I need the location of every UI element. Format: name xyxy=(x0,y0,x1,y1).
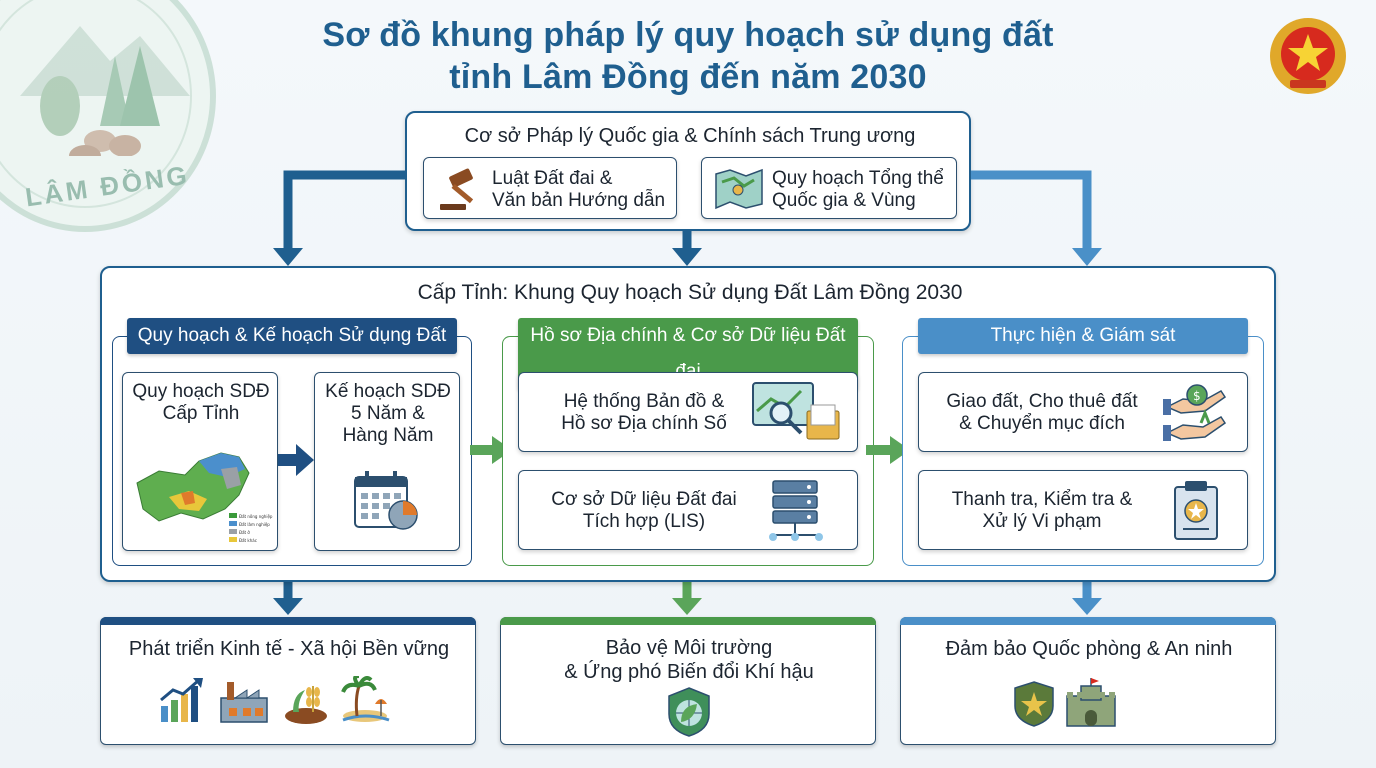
svg-text:$: $ xyxy=(1193,389,1201,403)
lis-database-card xyxy=(518,470,858,550)
digital-cadastral-line-1: Hệ thống Bản đồ & xyxy=(563,391,725,412)
provincial-plan-line-1: Quy hoạch SDĐ xyxy=(132,381,270,402)
arrow-right-elbow xyxy=(971,175,1087,252)
lis-line-2: Tích hợp (LIS) xyxy=(582,511,706,532)
law-line-1: Luật Đất đai & xyxy=(492,168,613,189)
law-line-2: Văn bản Hướng dẫn xyxy=(492,190,666,211)
land-allocation-line-1: Giao đất, Cho thuê đất xyxy=(946,391,1138,412)
lis-database-label xyxy=(529,489,759,533)
factory-icon xyxy=(219,678,269,724)
clipboard-badge-icon xyxy=(1173,481,1219,541)
legend-item-1: Đất nông nghiệp xyxy=(239,514,273,519)
globe-leaf-icon xyxy=(663,686,715,738)
defense-outcome-box xyxy=(900,617,1276,745)
lis-line-1: Cơ sở Dữ liệu Đất đai xyxy=(551,489,737,510)
inspection-line-1: Thanh tra, Kiểm tra & xyxy=(951,489,1133,510)
inspection-line-2: Xử lý Vi phạm xyxy=(982,511,1102,532)
arrow-bottom-center-head xyxy=(672,598,702,615)
gavel-icon xyxy=(436,168,488,212)
annual-plan-line-1: Kế hoạch SDĐ xyxy=(325,381,451,402)
law-card xyxy=(423,157,677,219)
legend-item-2: Đất lâm nghiệp xyxy=(239,522,270,527)
annual-plan-card xyxy=(314,372,460,551)
inspection-card xyxy=(918,470,1248,550)
master-line-2: Quốc gia & Vùng xyxy=(772,190,916,211)
star-shield-icon xyxy=(1011,680,1057,728)
provincial-plan-card xyxy=(122,372,278,551)
inspection-label xyxy=(929,489,1155,533)
national-box-title: Cơ sở Pháp lý Quốc gia & Chính sách Trung ương xyxy=(464,125,916,147)
calendar-chart-icon xyxy=(353,471,421,533)
map-icon xyxy=(714,168,764,210)
database-server-icon xyxy=(767,479,827,545)
arrow-bottom-left-head xyxy=(273,598,303,615)
province-map-icon xyxy=(129,433,275,545)
arrow-left-elbow xyxy=(288,175,405,252)
page-title xyxy=(0,14,1376,98)
annual-plan-line-3: Hàng Năm xyxy=(342,425,434,446)
province-title: Cấp Tỉnh: Khung Quy hoạch Sử dụng Đất Lâm Đồng 2030 xyxy=(417,281,963,304)
environment-line-1: Bảo vệ Môi trường xyxy=(605,637,773,659)
seal-text: LÂM ĐỒNG xyxy=(23,159,192,213)
provincial-plan-line-2: Cấp Tỉnh xyxy=(162,403,240,424)
economic-outcome-box xyxy=(100,617,476,745)
master-plan-card-label xyxy=(772,168,944,212)
digital-cadastral-line-2: Hồ sơ Địa chính Số xyxy=(561,413,727,434)
arrow-left-head xyxy=(273,248,303,266)
land-allocation-label xyxy=(929,391,1155,435)
arrow-bottom-right-head xyxy=(1072,598,1102,615)
title-line-1: Sơ đồ khung pháp lý quy hoạch sử dụng đất xyxy=(322,16,1054,54)
defense-outcome-label: Đảm bảo Quốc phòng & An ninh xyxy=(945,638,1233,660)
provincial-plan-label xyxy=(123,381,279,425)
legend-item-4: Đất khác xyxy=(239,538,257,543)
planning-header: Quy hoạch & Kế hoạch Sử dụng Đất xyxy=(127,318,457,354)
digital-cadastral-label xyxy=(529,391,759,435)
fortress-icon xyxy=(1063,678,1119,728)
land-allocation-line-2: & Chuyển mục đích xyxy=(959,413,1125,434)
arrow-plan-to-annual xyxy=(278,444,314,476)
hand-money-icon xyxy=(1163,381,1229,445)
land-allocation-card xyxy=(918,372,1248,452)
agriculture-icon xyxy=(283,678,329,724)
implementation-header: Thực hiện & Giám sát xyxy=(918,318,1248,354)
tourism-icon xyxy=(341,676,391,724)
annual-plan-line-2: 5 Năm & xyxy=(351,403,425,424)
annual-plan-label xyxy=(315,381,461,447)
master-line-1: Quy hoạch Tổng thể xyxy=(772,168,944,189)
title-line-2: tỉnh Lâm Đồng đến năm 2030 xyxy=(449,58,927,96)
digital-cadastral-card xyxy=(518,372,858,452)
arrow-right-head xyxy=(1072,248,1102,266)
master-plan-card xyxy=(701,157,957,219)
cadastral-header: Hồ sơ Địa chính & Cơ sở Dữ liệu Đất xyxy=(518,318,858,390)
environment-line-2: & Ứng phó Biến đổi Khí hậu xyxy=(564,661,814,683)
growth-chart-icon xyxy=(157,676,205,724)
national-legal-basis-box xyxy=(405,111,971,231)
legend-item-3: Đất ở xyxy=(239,530,250,535)
arrow-center-head xyxy=(672,248,702,266)
environment-outcome-label xyxy=(501,636,877,684)
economic-outcome-label: Phát triển Kinh tế - Xã hội Bền vững xyxy=(128,638,450,660)
digital-map-folder-icon xyxy=(751,381,843,445)
law-card-label xyxy=(492,168,665,212)
environment-outcome-box xyxy=(500,617,876,745)
